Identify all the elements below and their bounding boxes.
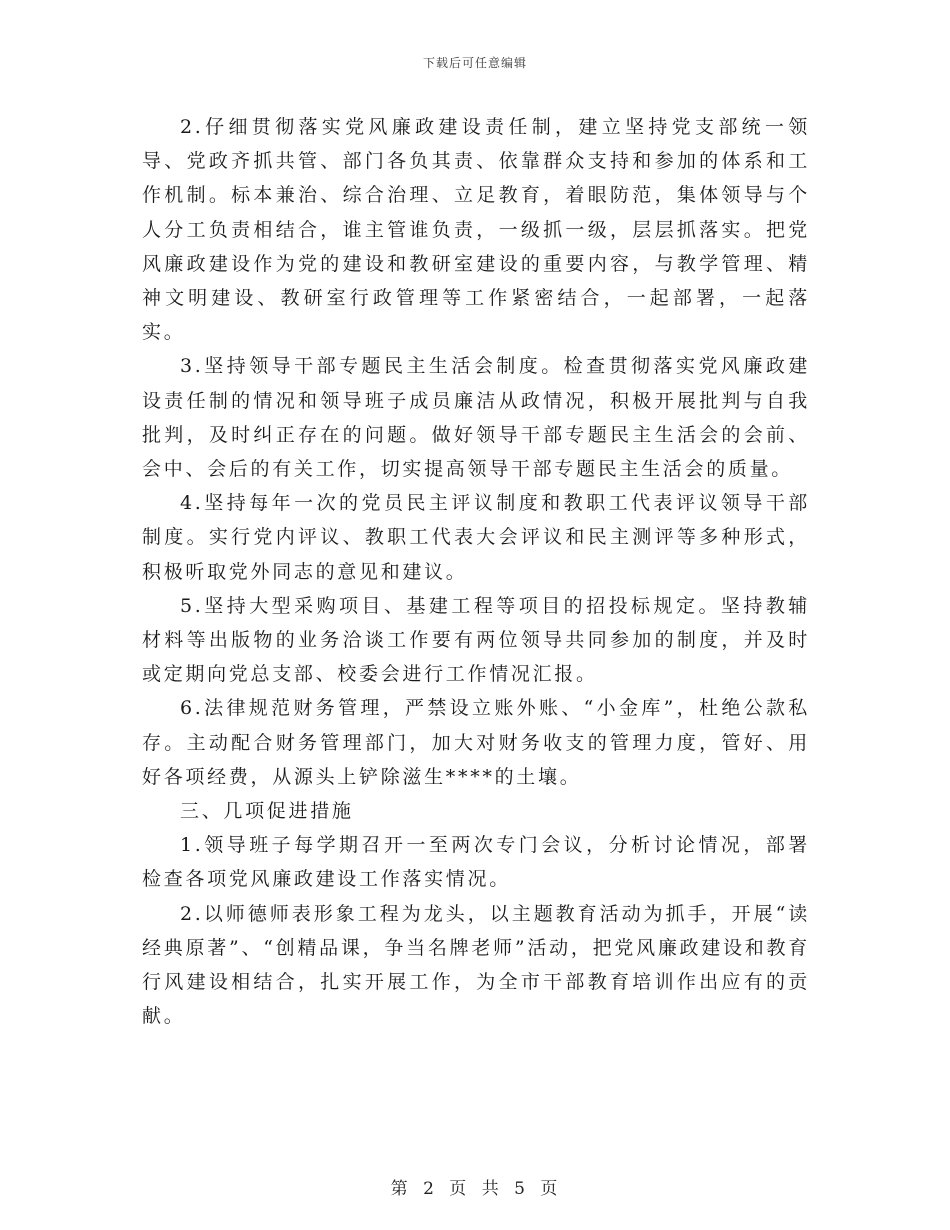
- paragraph-item-4: 4.坚持每年一次的党员民主评议制度和教职工代表评议领导干部制度。实行党内评议、教职工代表大会评议和民主测评等多种形式，积极听取党外同志的意见和建议。: [142, 492, 810, 583]
- paragraph-item-3: 3.坚持领导干部专题民主生活会制度。检查贯彻落实党风廉政建设责任制的情况和领导班子成员廉洁从政情况，积极开展批判与自我批判，及时纠正存在的问题。做好领导干部专题民主生活会的会前、会中、会后的有关工作，切实提高领导干部专题民主生活会的质量。: [142, 355, 810, 481]
- measure-item-1: 1.领导班子每学期召开一至两次专门会议，分析讨论情况，部署检查各项党风廉政建设工作落实情况。: [142, 834, 810, 891]
- paragraph-item-5: 5.坚持大型采购项目、基建工程等项目的招投标规定。坚持教辅材料等出版物的业务洽谈工作要有两位领导共同参加的制度，并及时或定期向党总支部、校委会进行工作情况汇报。: [142, 594, 810, 686]
- paragraph-item-2: 2.仔细贯彻落实党风廉政建设责任制，建立坚持党支部统一领导、党政齐抓共管、部门各负其责、依靠群众支持和参加的体系和工作机制。标本兼治、综合治理、立足教育，着眼防范，集体领导与个人分工负责相结合，谁主管谁负责，一级抓一级，层层抓落实。把党风廉政建设作为党的建设和教研室建设的重要内容，与教学管理、精神文明建设、教研室行政管理等工作紧密结合，一起部署，一起落实。: [142, 116, 810, 344]
- measure-item-2: 2.以师德师表形象工程为龙头，以主题教育活动为抓手，开展“读经典原著”、“创精品课，争当名牌老师”活动，把党风廉政建设和教育行风建设相结合，扎实开展工作，为全市干部教育培训作出应有的贡献。: [142, 902, 810, 1028]
- header-note: 下载后可任意编辑: [422, 56, 527, 70]
- paragraph-item-6: 6.法律规范财务管理，严禁设立账外账、“小金库”，杜绝公款私存。主动配合财务管理部门，加大对财务收支的管理力度，管好、用好各项经费，从源头上铲除滋生****的土壤。: [142, 697, 810, 788]
- page-number: 第 2 页 共 5 页: [390, 1179, 560, 1199]
- section-heading: 三、几项促进措施: [180, 800, 354, 823]
- document-body: [142, 110, 810, 1033]
